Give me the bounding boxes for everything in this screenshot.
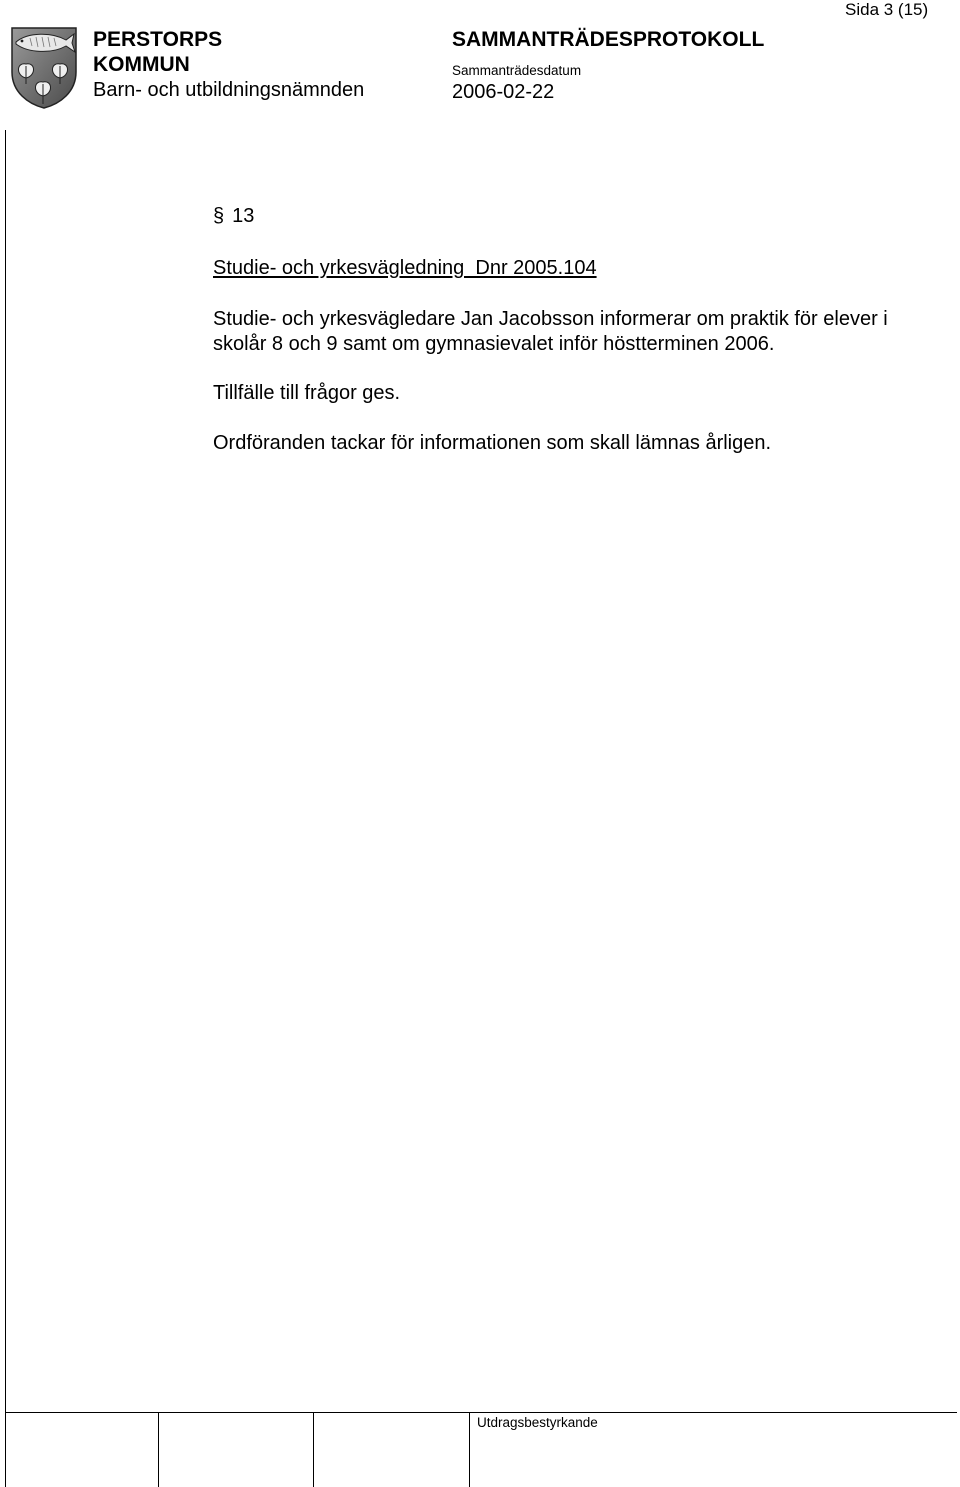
item-paragraph-chair: Ordföranden tackar för informationen som skall lämnas årligen. [213,432,772,454]
organization-name-line2: KOMMUN [93,53,190,76]
coat-of-arms-icon [8,26,80,110]
signature-cell-divider [313,1412,314,1487]
meeting-date-value: 2006-02-22 [452,81,555,103]
item-paragraph-questions: Tillfälle till frågor ges. [213,382,401,404]
item-heading: Studie- och yrkesvägledning Dnr 2005.104 [213,257,597,279]
organization-name [93,27,222,77]
left-margin-rule [5,130,6,1487]
document-type: SAMMANTRÄDESPROTOKOLL [452,28,765,51]
page-number: Sida 3 (15) [845,0,929,19]
board-name: Barn- och utbildningsnämnden [93,79,365,101]
section-symbol: § [213,205,225,227]
extract-certification-label: Utdragsbestyrkande [477,1415,598,1430]
section-number: 13 [232,205,255,227]
organization-name-line1: PERSTORPS [93,28,223,51]
section-paragraph-number [213,204,254,228]
item-paragraph-information: Studie- och yrkesvägledare Jan Jacobsson informerar om praktik för elever i skolår 8 och 9 samt om gymnasievalet inför höstterminen 2006. [213,308,888,355]
meeting-date-label: Sammanträdesdatum [452,63,582,78]
signature-cell-divider [469,1412,470,1487]
footer-rule [5,1412,957,1413]
signature-cell-divider [158,1412,159,1487]
